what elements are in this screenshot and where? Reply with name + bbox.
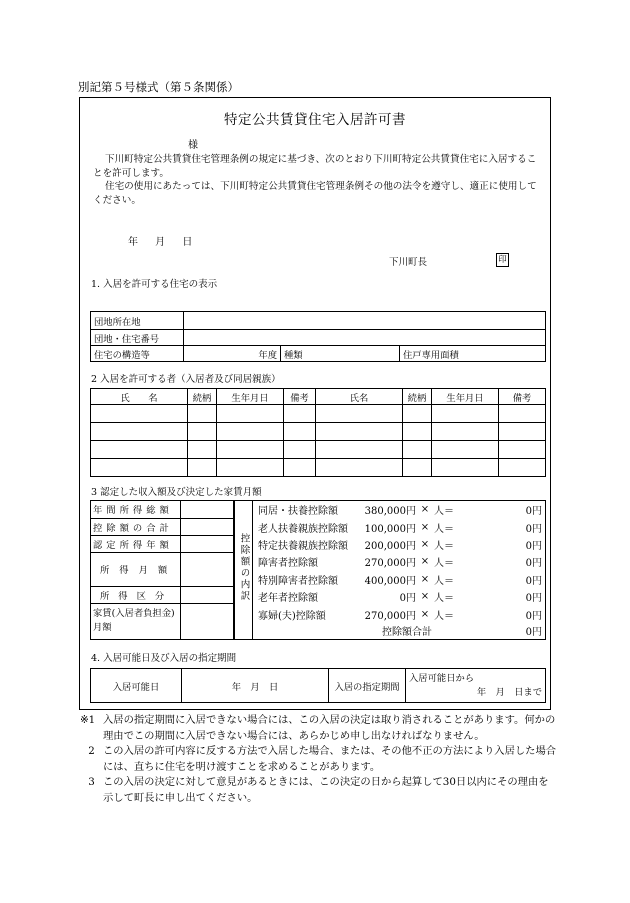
section4-heading: 4. 入居可能日及び入居の指定期間 [91,653,237,664]
deduction-amount: 380,000円 [364,506,416,518]
row-label-text: 団地所在地 [94,316,141,328]
list-item [258,588,542,605]
section2-heading: 2 入居を許可する者（入居者及び同居親族） [91,374,281,385]
period-until: 年 月 日まで [476,686,542,698]
income-label: 認定所得年額 [90,535,181,552]
income-label: 所得月額 [90,552,181,586]
table-row [91,423,546,441]
section1-table [90,311,546,362]
deduction-total-value: 0円 [525,627,542,639]
deduction-result: 0円 [525,593,542,605]
body-paragraph-1: 下川町特定公共賃貸住宅管理条例の規定に基づき、次のとおり下川町特定公共賃貸住宅に入居することを許可します。 [93,154,537,179]
times-sign: × [420,591,430,603]
possible-date-value: 年 月 日 [182,669,329,703]
issue-date: 年 月 日 [128,237,193,248]
deduction-result: 0円 [525,575,542,587]
body-paragraph-2: 住宅の使用にあたっては、下川町特定公共賃貸住宅管理条例その他の法令を遵守し、適正に使用してください。 [93,181,537,206]
times-sign: × [420,573,430,585]
section1-heading: 1. 入居を許可する住宅の表示 [91,279,218,290]
deduction-amount: 270,000円 [364,610,416,622]
deduction-name: 寡婦(夫)控除額 [258,610,326,622]
col-header: 続柄 [188,389,217,405]
list-item [258,536,542,553]
note-text: 入居の指定期間に入居できない場合には、この入居の決定は取り消されることがあります。何かの理由でこの期間に入居できない場合には、あらかじめ申し出なければなりません。 [103,714,556,742]
deduction-name: 同居・扶養控除額 [258,506,338,518]
table-row [91,441,546,459]
list-item [258,571,542,588]
deduction-name: 特別障害者控除額 [258,575,338,587]
cell-blank [184,330,546,346]
deduction-name: 老年者控除額 [258,593,318,605]
issuer-name: 下川町長 [389,257,428,268]
col-header: 生年月日 [217,389,284,405]
people-count: 人＝ [434,593,454,605]
list-item [258,553,542,570]
people-count: 人＝ [434,506,454,518]
row-label [91,312,184,330]
income-label: 年間所得総額 [90,500,181,518]
income-table [90,500,234,639]
people-count: 人＝ [434,575,454,587]
table-row [91,459,546,477]
deduction-result: 0円 [525,558,542,570]
col-header: 備考 [284,389,316,405]
times-sign: × [420,556,430,568]
page-title: 特定公共賃貸住宅入居許可書 [224,112,406,128]
people-count: 人＝ [434,523,454,535]
times-sign: × [420,608,430,620]
period-from: 入居可能日から [409,672,475,684]
people-count: 人＝ [434,610,454,622]
note-text: この入居の許可内容に反する方法で入居した場合、または、その他不正の方法により入居した場合には、直ちに住宅を明け渡すことを求めることがあります。 [103,745,557,773]
deduction-name: 老人扶養親族控除額 [258,523,348,535]
row-label [91,346,184,362]
income-label: 家賃(入居者負担金) 月額 [90,603,181,639]
times-sign: × [420,521,430,533]
row-label-text: 団地・住宅番号 [94,333,160,345]
note-mark: 2 [88,745,95,757]
deduction-result: 0円 [525,523,542,535]
period-label: 入居の指定期間 [329,669,406,703]
seal-mark: 印 [496,253,509,267]
income-label: 所得区分 [90,586,181,603]
deduction-vertical-label: 控除額の内訳 [238,533,250,602]
addressee-suffix: 様 [188,140,198,151]
deduction-total-label: 控除額合計 [382,627,432,639]
people-count: 人＝ [434,558,454,570]
form-label: 別記第５号様式（第５条関係） [78,80,239,94]
deduction-result: 0円 [525,506,542,518]
note-mark: ※1 [80,714,96,726]
row-label-text: 住宅の構造等 [94,349,150,361]
deduction-amount: 100,000円 [364,523,416,535]
col-header: 続柄 [403,389,432,405]
income-label: 控除額の合計 [90,518,181,535]
people-count: 人＝ [434,540,454,552]
cell-blank [184,312,546,330]
deduction-amount: 0円 [399,593,416,605]
notes [80,713,558,806]
times-sign: × [420,538,430,550]
times-sign: × [420,504,430,516]
list-item [258,518,542,535]
deduction-amount: 200,000円 [364,540,416,552]
deduction-result: 0円 [525,540,542,552]
area-cell: 住戸専用面積 [400,346,546,362]
deduction-total-row [258,623,542,639]
deduction-amount: 400,000円 [364,575,416,587]
nendo-cell: 年度 [184,346,281,362]
note-item [80,744,558,775]
note-item [80,713,558,744]
list-item [258,605,542,622]
deduction-list [258,501,542,639]
table-row [91,405,546,423]
list-item [258,501,542,518]
note-text: この入居の決定に対して意見があるときには、この決定の日から起算して30日以内にその理由を示して町長に申し出てください。 [103,776,549,804]
col-header: 氏 名 [91,389,188,405]
deduction-label-column [234,500,253,640]
deduction-amount: 270,000円 [364,558,416,570]
deduction-name: 障害者控除額 [258,558,318,570]
deduction-name: 特定扶養親族控除額 [258,540,348,552]
section4-table [90,668,546,703]
section3-heading: 3 認定した収入額及び決定した家賃月額 [91,487,262,498]
row-label [91,330,184,346]
col-header: 備考 [499,389,546,405]
note-mark: 3 [88,776,95,788]
possible-date-label: 入居可能日 [91,669,182,703]
note-item [80,775,558,806]
kind-cell: 種類 [281,346,400,362]
deduction-result: 0円 [525,610,542,622]
col-header: 生年月日 [432,389,499,405]
col-header: 氏名 [316,389,403,405]
period-value [406,669,546,703]
section2-table [90,388,546,477]
